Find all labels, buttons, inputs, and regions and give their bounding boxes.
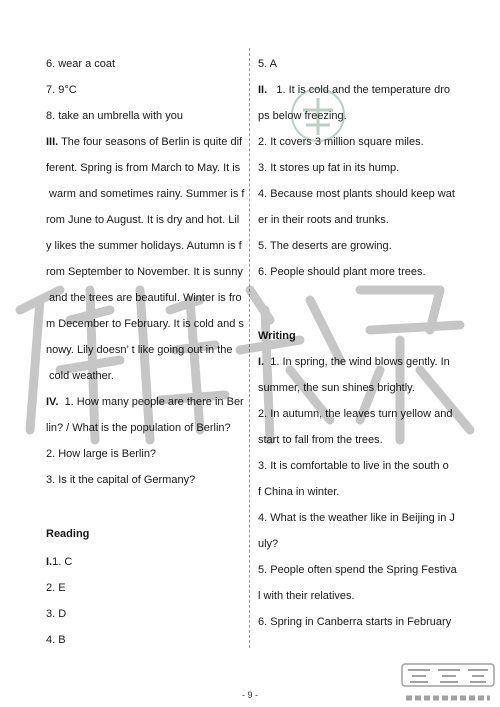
section-iv-text: 1. How many people are there in Ber [58,396,244,408]
answer-line: ferent. Spring is from March to May. It is [46,162,241,174]
answer-line: cold weather. [46,370,114,382]
answer-line: 3. It stores up fat in its hump. [258,162,400,174]
answer-line: rom June to August. It is dry and hot. Lil [46,214,240,226]
section-heading-writing: Writing [258,330,296,342]
answer-line [46,556,72,569]
answer-line: uly? [258,538,279,550]
section-i-text: 1. C [52,556,73,568]
section-label-ii: II. [258,84,268,96]
answer-line: l with their relatives. [258,590,355,602]
answer-line: f China in winter. [258,486,340,498]
answer-line: 2. In autumn, the leaves turn yellow and [258,408,453,420]
answer-line: 8. take an umbrella with you [46,110,183,122]
answer-line: 7. 9°C [46,84,77,96]
answer-line: 2. E [46,582,66,594]
section-label-writing-i: I. [258,356,265,368]
answer-line [258,84,450,97]
answer-line: 3. It is comfortable to live in the south o [258,460,449,472]
answer-line [258,356,450,369]
answer-line: 5. A [258,58,277,70]
answer-line: 6. wear a coat [46,58,116,70]
section-label-iii: III. [46,136,59,148]
answer-line: summer, the sun shines brightly. [258,382,415,394]
site-logo [400,662,496,704]
answer-line: 3. Is it the capital of Germany? [46,474,196,486]
section-heading-reading: Reading [46,528,90,540]
answer-line [46,396,244,409]
section-iii-text: The four seasons of Berlin is quite dif [58,136,243,148]
page-number: - 9 - [241,690,258,700]
answer-line: 3. D [46,608,67,620]
answer-line: 2. It covers 3 million square miles. [258,136,424,148]
answer-line: 5. The deserts are growing. [258,240,392,252]
answer-line: warm and sometimes rainy. Summer is f [46,188,245,200]
answer-line: m December to February. It is cold and s [46,318,244,330]
answer-line [46,136,242,149]
answer-line: 4. Because most plants should keep wat [258,188,455,200]
section-label-i: I. [46,556,53,568]
answer-line: 5. People often spend the Spring Festiva [258,564,457,576]
answer-line: 4. What is the weather like in Beijing in J [258,512,455,524]
section-writing-i-text: 1. In spring, the wind blows gently. In [264,356,450,368]
answer-line: 4. B [46,634,66,646]
answer-line: ps below freezing. [258,110,347,122]
answer-line: start to fall from the trees. [258,434,383,446]
answer-line: 2. How large is Berlin? [46,448,157,460]
section-label-iv: IV. [46,396,59,408]
answer-line: lin? / What is the population of Berlin? [46,422,231,434]
answer-line: y likes the summer holidays. Autumn is f [46,240,242,252]
answer-line: nowy. Lily doesn’ t like going out in the [46,344,233,356]
answer-line: 6. People should plant more trees. [258,266,426,278]
column-divider [249,48,250,648]
answer-line: and the trees are beautiful. Winter is fro [46,292,242,304]
stamp-graphic [288,80,348,150]
answer-line: er in their roots and trunks. [258,214,389,226]
section-ii-text: 1. It is cold and the temperature dro [267,84,450,96]
answer-line: rom September to November. It is sunny [46,266,243,278]
answer-line: 6. Spring in Canberra starts in February [258,616,452,628]
